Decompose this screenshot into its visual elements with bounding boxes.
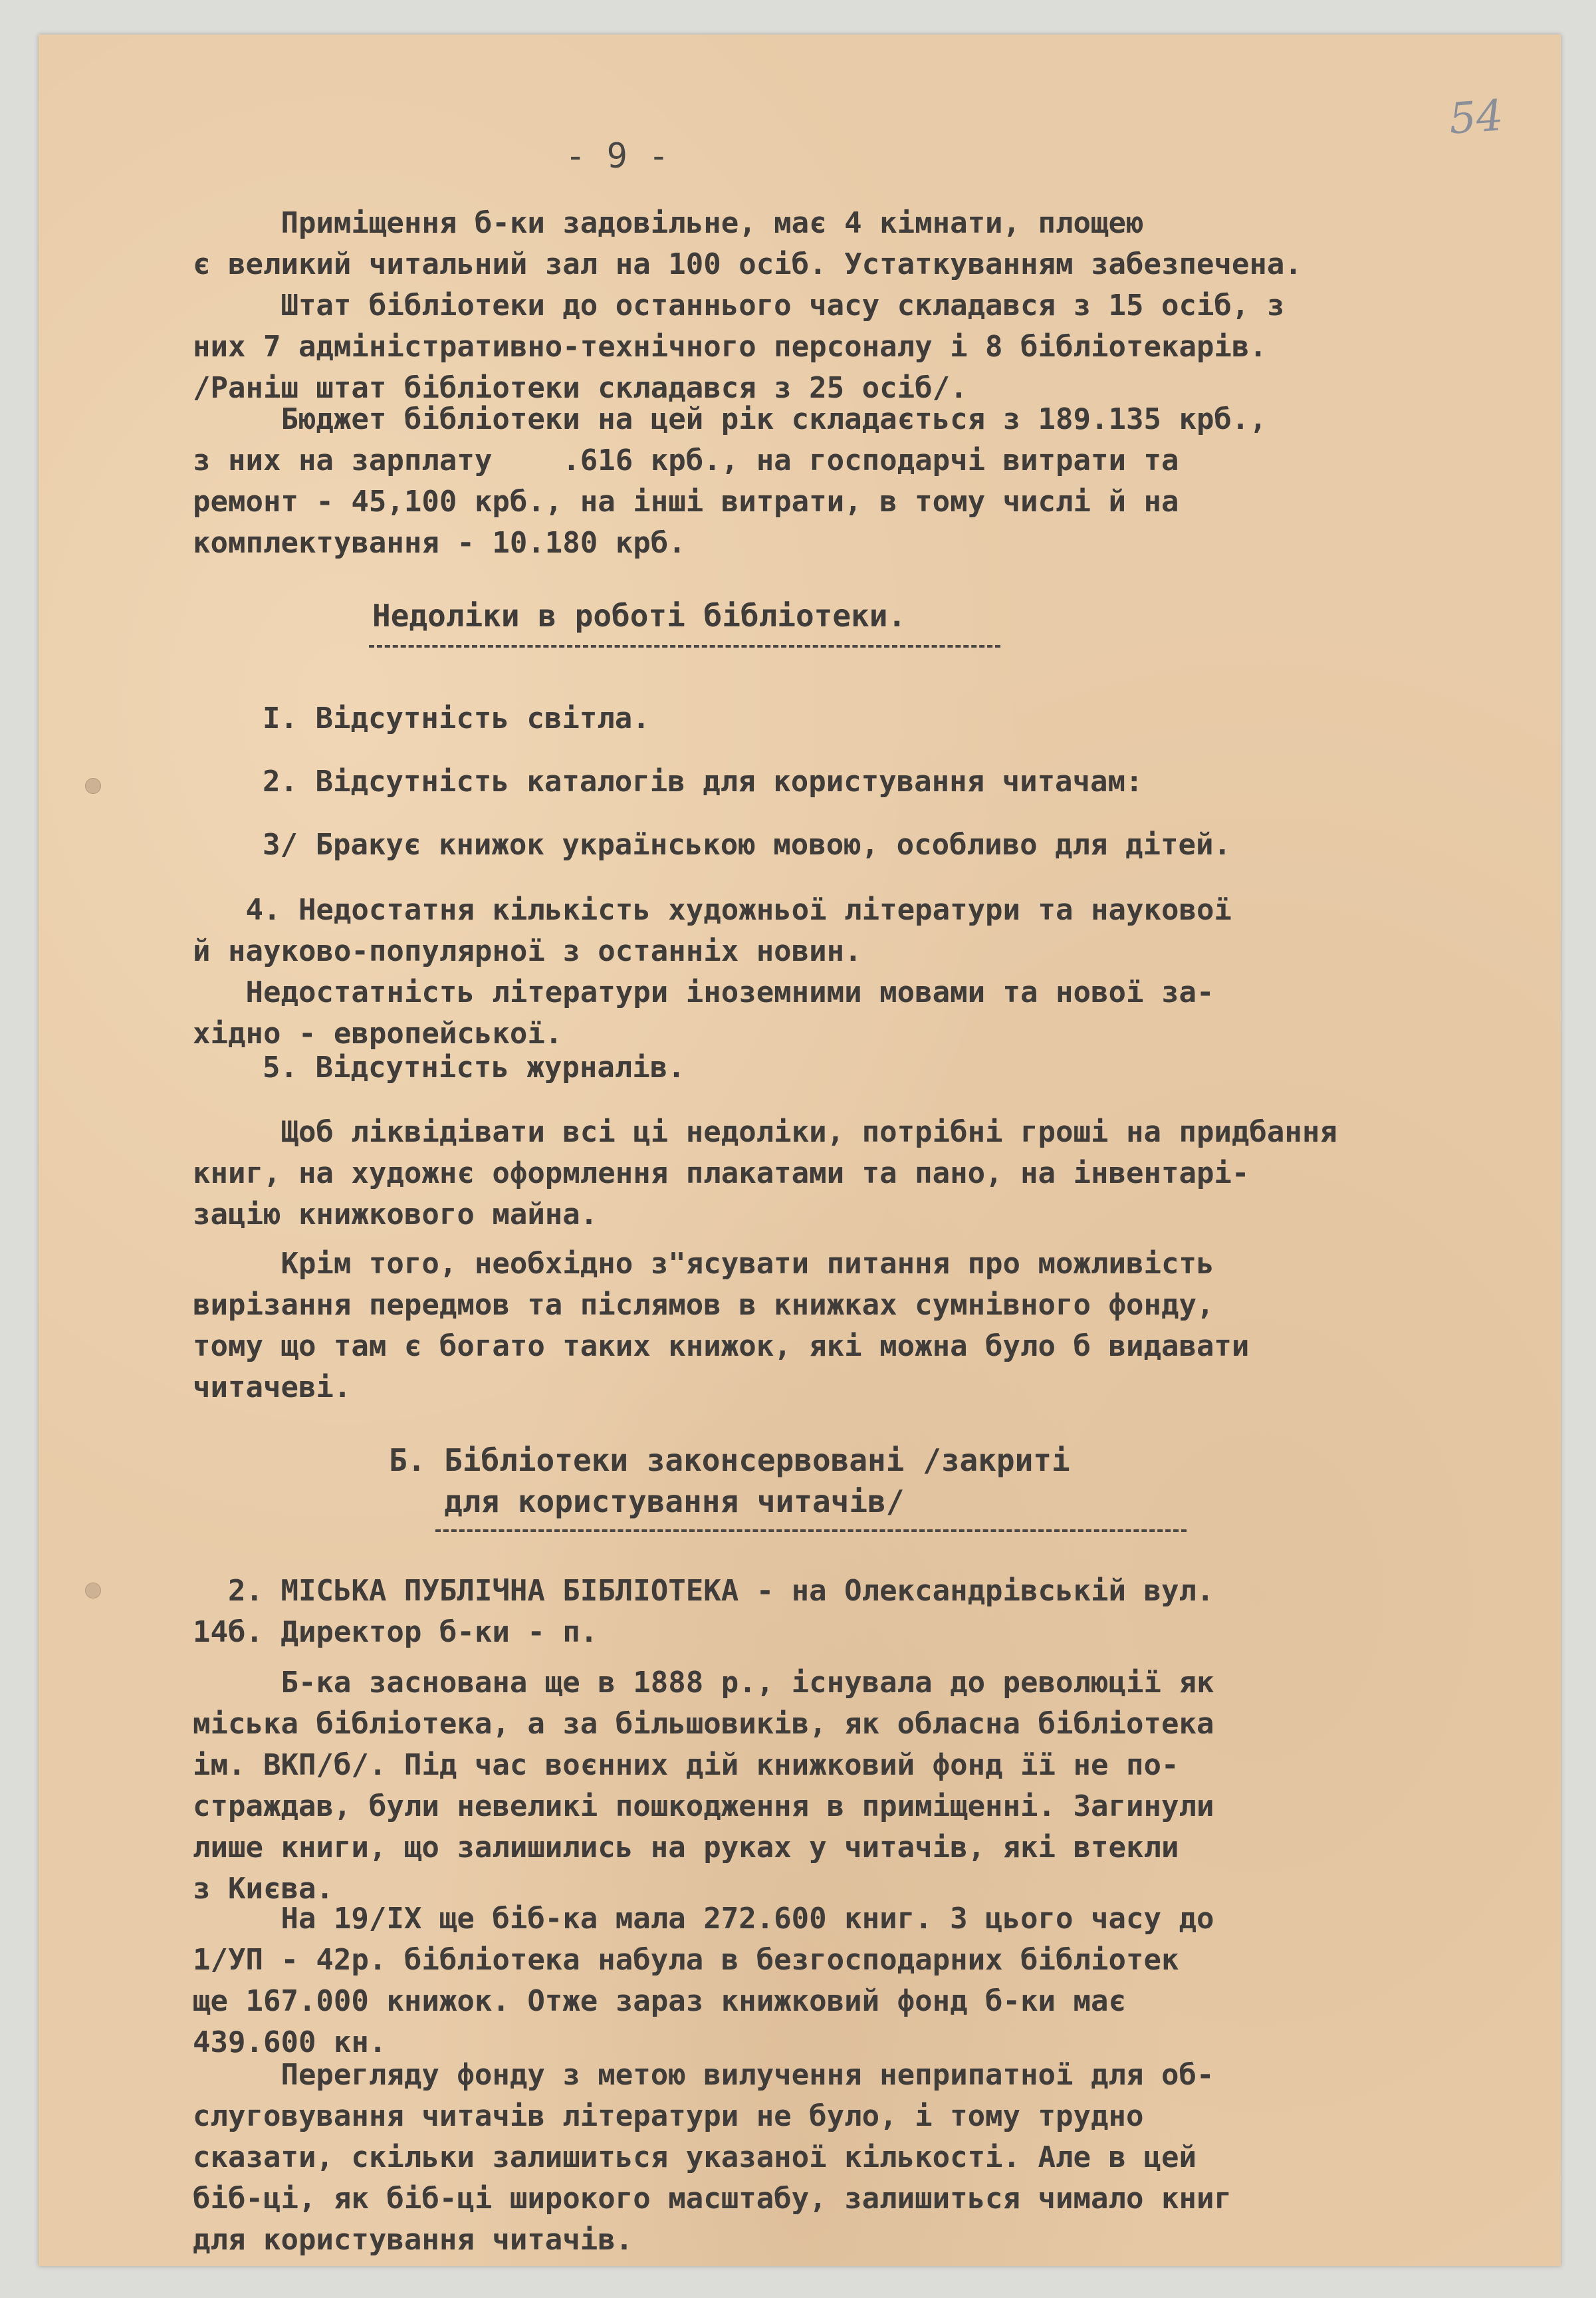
punch-hole (85, 778, 101, 794)
list-item: 4. Недостатня кількість художньої літератури та наукової й науково-популярної з останніх новин. Недостатність літератури іноземними мовами та нової за- хідно - европейської. (193, 893, 1232, 1051)
list-item: 2. Відсутність каталогів для користування читачам: (263, 765, 1143, 799)
section-heading-shortcomings: Недоліки в роботі бібліотеки. (372, 598, 907, 634)
paragraph-city-library: 2. МІСЬКА ПУБЛІЧНА БІБЛІОТЕКА - на Олександрівській вул. 14б. Директор б-ки - п. (193, 1574, 1214, 1649)
punch-hole (85, 1583, 101, 1598)
section-heading-closed-libraries: Б. Бібліотеки законсервовані /закриті для користування читачів/ (389, 1442, 1070, 1519)
archive-page-number: 54 (1447, 91, 1505, 144)
list-item: І. Відсутність світла. (263, 702, 650, 735)
paragraph-budget: Бюджет бібліотеки на цей рік складається з 189.135 крб., з них на зарплату .616 крб., на господарчі витрати та ремонт - 45,100 крб., на інші витрати, в тому числі й на комплектування - 10.180 крб. (193, 402, 1267, 560)
list-item: 3/ Бракує книжок українською мовою, особливо для дітей. (263, 828, 1231, 862)
paragraph-remedy: Щоб ліквідівати всі ці недоліки, потрібні гроші на придбання книг, на художнє оформлення плакатами та пано, на інвентарі- зацію книжкового майна. (193, 1115, 1337, 1231)
paragraph-book-fund: На 19/IX ще біб-ка мала 272.600 книг. З цього часу до 1/УП - 42р. бібліотека набула в безгосподарних бібліотек ще 167.000 книжок. Отже зараз книжковий фонд б-ки має 439.600 кн. (193, 1902, 1214, 2059)
paragraph-history: Б-ка заснована ще в 1888 р., існувала до революції як міська бібліотека, а за більшовиків, як обласна бібліотека ім. ВКП/б/. Під час воєнних дій книжковий фонд її не по- страждав, були невеликі пошкодження в приміщенні. Загинули лише книги, що залишились на руках у читачів, які втекли з Києва. (193, 1666, 1214, 1906)
heading-underline (369, 645, 1000, 648)
heading-underline (435, 1529, 1187, 1532)
paragraph-review: Перегляду фонду з метою вилучення неприпатної для об- слуговування читачів літератури не було, і тому трудно сказати, скільки залишиться указаної кількості. Але в цей біб-ці, як біб-ці широкого масштабу, залишиться чимало книг для користування читачів. (193, 2058, 1232, 2257)
paragraph-premises-staff: Приміщення б-ки задовільне, має 4 кімнати, площею є великий читальний зал на 100 осіб. Устаткуванням забезпечена. Штат бібліотеки до останнього часу складався з 15 осіб, з них 7 адміністративно-технічного персоналу і 8 бібліотекарів. /Раніш штат бібліотеки складався з 25 осіб/. (193, 206, 1302, 405)
page-number: - 9 - (565, 136, 669, 176)
paragraph-prefaces: Крім того, необхідно з"ясувати питання про можливість вирізання передмов та післямов в книжках сумнівного фонду, тому що там є богато таких книжок, які можна було б видавати читачеві. (193, 1247, 1250, 1404)
list-item: 5. Відсутність журналів. (263, 1051, 685, 1085)
